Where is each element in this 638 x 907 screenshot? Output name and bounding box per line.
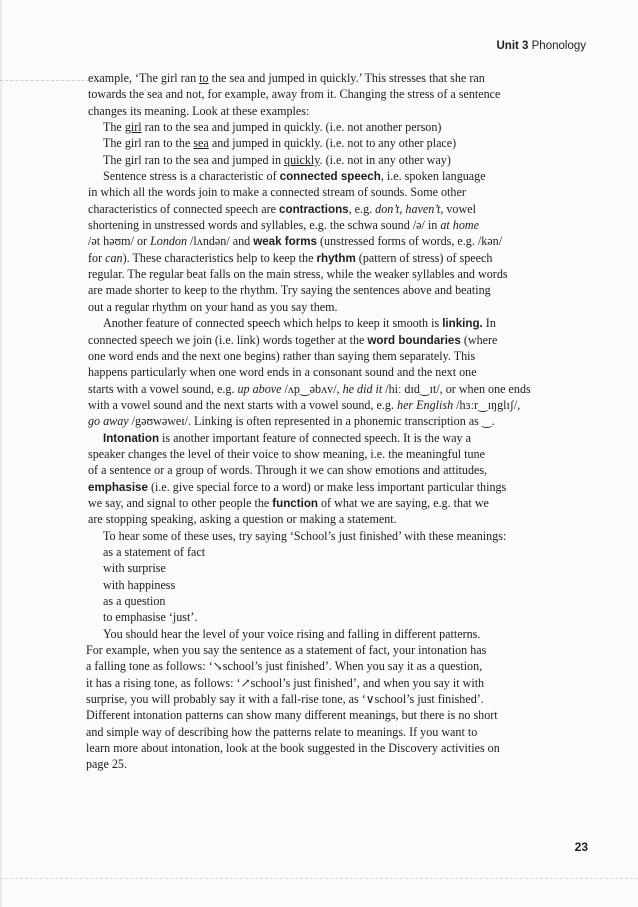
text-line bbox=[88, 364, 572, 380]
text-run: learn more about intonation, look at the book suggested in the Discovery activities on bbox=[86, 741, 500, 756]
stressed-word: to bbox=[199, 71, 209, 85]
stressed-word: sea bbox=[193, 136, 209, 151]
text-line bbox=[88, 626, 572, 642]
text-run: are stopping speaking, asking a question or making a statement. bbox=[88, 512, 397, 527]
key-term: linking. bbox=[442, 317, 483, 331]
text-line bbox=[88, 184, 572, 200]
text-run: starts with a vowel sound, e.g. bbox=[88, 381, 238, 396]
stressed-word: quickly bbox=[284, 152, 320, 167]
text-line bbox=[88, 479, 572, 495]
text-run: To hear some of these uses, try saying ‘School’s just finished’ with these meanings: bbox=[103, 528, 507, 543]
example-word: up above bbox=[237, 381, 282, 396]
text-run: surprise, you will probably say it with a fall-rise tone, as ‘∨school’s just finished’. bbox=[86, 692, 484, 707]
text-line bbox=[86, 756, 572, 772]
key-term: word boundaries bbox=[367, 333, 461, 347]
text-line bbox=[88, 381, 572, 397]
example-word: London bbox=[150, 234, 188, 249]
text-run: /gəʊwəweɪ/. Linking is often represented in a phonemic transcription as ‿. bbox=[128, 414, 495, 429]
text-run: /ət həʊm/ or bbox=[88, 234, 151, 249]
text-run: , i.e. spoken language bbox=[380, 169, 486, 184]
text-line bbox=[88, 103, 572, 119]
text-line bbox=[86, 658, 572, 674]
text-run: characteristics of connected speech are bbox=[88, 201, 280, 216]
text-run: happens particularly when one word ends in a consonant sound and the next one bbox=[88, 365, 477, 380]
text-line bbox=[88, 299, 572, 315]
text-line bbox=[88, 233, 572, 249]
text-run: , vowel bbox=[440, 201, 476, 216]
text-line bbox=[88, 397, 572, 413]
text-run: a falling tone as follows: ‘↘school’s just finished’. When you say it as a question, bbox=[86, 659, 483, 674]
text-line bbox=[88, 348, 572, 364]
text-line bbox=[88, 332, 572, 348]
example-word: go away bbox=[88, 414, 129, 429]
text-run: The girl ran to the sea and jumped in bbox=[103, 152, 285, 167]
text-run: to emphasise ‘just’. bbox=[103, 610, 198, 625]
text-run: (unstressed forms of words, e.g. /kən/ bbox=[317, 234, 503, 249]
text-run: are made shorter to keep to the rhythm. Try saying the sentences above and beating bbox=[88, 283, 491, 298]
text-run: shortening in unstressed words and syllables, e.g. the schwa sound /ə/ in bbox=[88, 218, 441, 233]
text-line bbox=[88, 462, 572, 478]
text-line bbox=[88, 560, 572, 576]
text-line bbox=[88, 577, 572, 593]
text-line bbox=[88, 544, 572, 560]
text-line bbox=[86, 707, 572, 723]
text-run: of what we are saying, e.g. that we bbox=[317, 495, 489, 510]
text-run: as a question bbox=[103, 594, 166, 608]
text-run: (where bbox=[460, 332, 498, 347]
text-line bbox=[88, 413, 572, 429]
text-line bbox=[88, 593, 572, 609]
text-line bbox=[88, 430, 572, 446]
key-term: function bbox=[272, 496, 318, 510]
text-line bbox=[88, 315, 572, 331]
text-run: connected speech we join (i.e. link) words together at the bbox=[88, 332, 368, 347]
key-term: emphasise bbox=[88, 480, 148, 494]
text-run: speaker changes the level of their voice to show meaning, i.e. the meaningful tune bbox=[88, 446, 485, 461]
text-line bbox=[86, 691, 572, 707]
unit-label: Unit 3 bbox=[496, 40, 529, 52]
text-run: /hɜːr‿ɪŋglɪʃ/, bbox=[453, 397, 521, 412]
text-line bbox=[88, 70, 572, 86]
text-run: Another feature of connected speech which helps to keep it smooth is bbox=[103, 316, 443, 331]
text-run: . (i.e. not in any other way) bbox=[319, 152, 451, 167]
example-word: can bbox=[105, 250, 123, 265]
text-line bbox=[88, 266, 572, 282]
text-run: we say, and signal to other people the bbox=[88, 495, 273, 510]
text-run: For example, when you say the sentence as a statement of fact, your intonation has bbox=[86, 643, 487, 658]
text-run: /lʌndən/ and bbox=[187, 234, 254, 249]
text-run: regular. The regular beat falls on the main stress, while the weaker syllables and words bbox=[88, 267, 508, 282]
text-run: with a vowel sound and the next starts with a vowel sound, e.g. bbox=[88, 397, 398, 412]
topic-label: Phonology bbox=[531, 40, 586, 52]
text-run: example, ‘The girl ran bbox=[88, 71, 200, 85]
text-line bbox=[88, 86, 572, 102]
text-line bbox=[86, 740, 572, 756]
key-term: weak forms bbox=[253, 235, 317, 249]
text-run: (i.e. give special force to a word) or make less important particular things bbox=[147, 479, 507, 494]
text-line bbox=[88, 201, 572, 217]
text-run: The girl ran to the bbox=[103, 136, 194, 151]
running-header bbox=[496, 40, 586, 52]
text-run: In bbox=[482, 316, 496, 331]
text-line bbox=[86, 642, 572, 658]
text-line bbox=[86, 675, 572, 691]
example-word: don’t, haven’t bbox=[375, 201, 441, 216]
scan-artifact-top bbox=[0, 80, 100, 82]
scan-artifact-bottom bbox=[0, 878, 638, 880]
text-run: towards the sea and not, for example, away from it. Changing the stress of a sentence bbox=[88, 87, 501, 102]
text-line bbox=[88, 495, 572, 511]
text-line bbox=[88, 119, 572, 135]
text-line bbox=[88, 168, 572, 184]
text-run: ran to the sea and jumped in quickly. (i.e. not another person) bbox=[141, 120, 442, 135]
text-run: Sentence stress is a characteristic of bbox=[103, 169, 280, 184]
text-run: in which all the words join to make a connected stream of sounds. Some other bbox=[88, 185, 466, 200]
stressed-word: girl bbox=[124, 120, 142, 135]
text-run: , e.g. bbox=[348, 201, 376, 216]
text-run: with surprise bbox=[103, 561, 166, 576]
text-run: one word ends and the next one begins) rather than saying them separately. This bbox=[88, 348, 476, 363]
scan-edge bbox=[0, 0, 3, 907]
body-text bbox=[88, 70, 572, 773]
text-run: /ʌp‿əbʌv/, bbox=[281, 381, 343, 396]
text-run: You should hear the level of your voice rising and falling in different patterns. bbox=[103, 626, 481, 641]
text-run: page 25. bbox=[86, 757, 127, 772]
text-run: is another important feature of connected speech. It is the way a bbox=[159, 430, 471, 445]
text-run: changes its meaning. Look at these examples: bbox=[88, 103, 310, 118]
text-line bbox=[88, 446, 572, 462]
text-run: (pattern of stress) of speech bbox=[355, 250, 493, 265]
text-line bbox=[88, 135, 572, 151]
text-line bbox=[86, 724, 572, 740]
text-run: The bbox=[103, 120, 125, 135]
key-term: connected speech bbox=[279, 170, 381, 184]
example-word: at home bbox=[440, 218, 479, 233]
text-run: with happiness bbox=[103, 577, 176, 592]
example-word: he did it bbox=[342, 381, 383, 396]
text-line bbox=[88, 250, 572, 266]
text-run: and jumped in quickly. (i.e. not to any other place) bbox=[208, 136, 457, 151]
key-term: rhythm bbox=[316, 251, 356, 265]
text-line bbox=[88, 511, 572, 527]
text-line bbox=[88, 217, 572, 233]
text-line bbox=[88, 282, 572, 298]
text-run: and simple way of describing how the patterns relate to meanings. If you want to bbox=[86, 724, 478, 739]
text-run: Different intonation patterns can show many different meanings, but there is no short bbox=[86, 708, 498, 723]
text-run: /hiː dɪd‿ɪt/, or when one ends bbox=[382, 381, 531, 396]
text-run: of a sentence or a group of words. Through it we can show emotions and attitudes, bbox=[88, 463, 488, 478]
text-run: for bbox=[88, 250, 106, 265]
text-line bbox=[88, 609, 572, 625]
text-run: it has a rising tone, as follows: ‘↗school’s just finished’, and when you say it with bbox=[86, 675, 485, 690]
page-number: 23 bbox=[574, 840, 588, 854]
text-line bbox=[88, 152, 572, 168]
text-run: ). These characteristics help to keep the bbox=[122, 250, 317, 265]
example-word: her English bbox=[397, 397, 454, 412]
text-line bbox=[88, 528, 572, 544]
key-term: contractions bbox=[279, 202, 349, 216]
key-term: Intonation bbox=[103, 431, 160, 445]
text-run: the sea and jumped in quickly.’ This stresses that she ran bbox=[208, 71, 485, 85]
text-run: as a statement of fact bbox=[103, 544, 206, 559]
text-run: out a regular rhythm on your hand as you say them. bbox=[88, 299, 338, 314]
